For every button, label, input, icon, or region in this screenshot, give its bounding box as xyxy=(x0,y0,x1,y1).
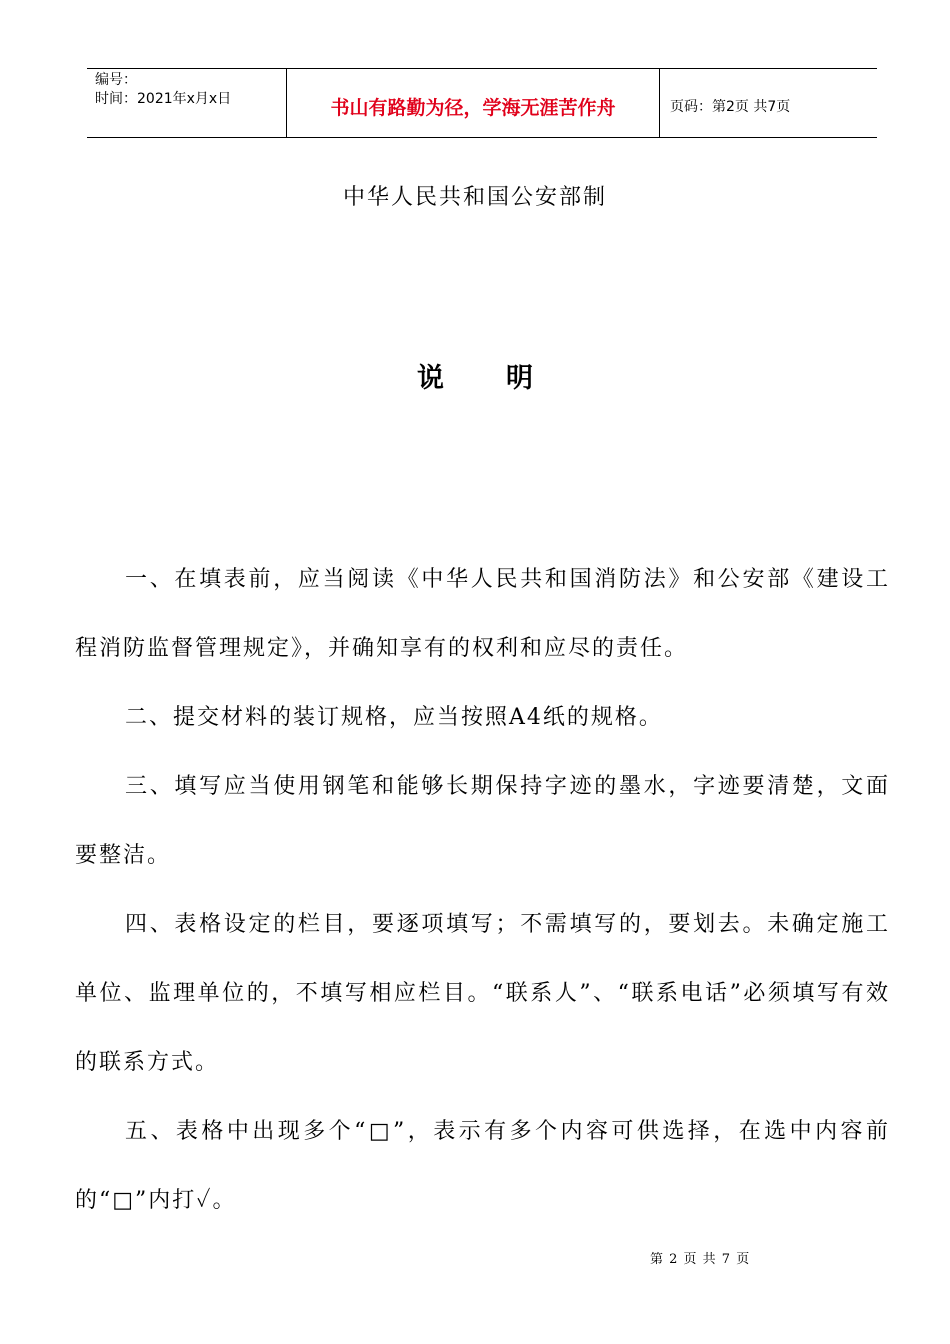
instruction-paragraph-3: 三、填写应当使用钢笔和能够长期保持字迹的墨水，字迹要清楚，文面要整洁。 xyxy=(75,774,890,868)
document-time-label: 时间：2021年x月x日 xyxy=(95,91,232,107)
header-motto: 书山有路勤为径，学海无涯苦作舟 xyxy=(287,69,660,137)
page-footer: 第 2 页 共 7 页 xyxy=(650,1252,751,1267)
page-header xyxy=(87,68,877,138)
instruction-paragraph-1: 一、在填表前，应当阅读《中华人民共和国消防法》和公安部《建设工程消防监督管理规定》，并确知享有的权利和应尽的责任。 xyxy=(75,567,890,661)
document-number-label: 编号： xyxy=(95,72,137,88)
instructions-body xyxy=(75,545,890,1235)
instruction-paragraph-4: 四、表格设定的栏目，要逐项填写；不需填写的，要划去。未确定施工单位、监理单位的，不填写相应栏目。“联系人”、“联系电话”必须填写有效的联系方式。 xyxy=(75,912,890,1075)
title-part-2: 明 xyxy=(506,363,533,394)
header-page-info: 页码：第2页 共7页 xyxy=(670,99,791,115)
document-issuer: 中华人民共和国公安部制 xyxy=(342,185,607,210)
instruction-paragraph-5: 五、表格中出现多个“□”，表示有多个内容可供选择，在选中内容前的“□”内打✓。 xyxy=(75,1119,890,1213)
page-title xyxy=(0,356,950,395)
header-meta xyxy=(87,69,287,137)
title-part-1: 说 xyxy=(417,363,444,394)
instruction-paragraph-2: 二、提交材料的装订规格，应当按照A4纸的规格。 xyxy=(125,705,663,730)
